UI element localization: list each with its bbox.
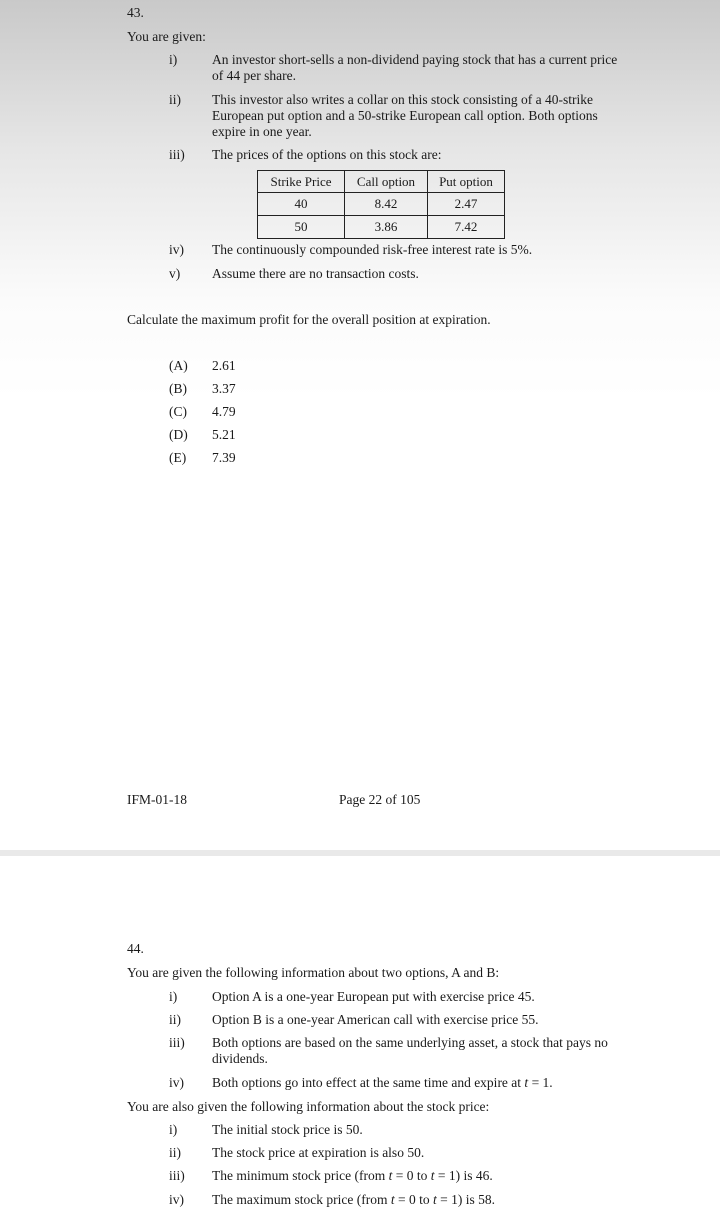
question-number: 44.	[127, 941, 144, 956]
item-label: i)	[169, 989, 178, 1004]
choice-value: 7.39	[212, 450, 236, 465]
option-prices-table	[257, 170, 505, 239]
item-label: ii)	[169, 1012, 181, 1027]
table-cell: 2.47	[428, 193, 505, 216]
item-label: ii)	[169, 92, 181, 107]
item-text: The prices of the options on this stock are:	[212, 147, 442, 162]
choice-value: 3.37	[212, 381, 236, 396]
item-label: v)	[169, 266, 181, 281]
table-row	[258, 216, 505, 239]
choice-label: (E)	[169, 450, 187, 465]
item-label: iv)	[169, 1192, 184, 1207]
footer-doc-id: IFM-01-18	[127, 792, 187, 807]
choice-label: (A)	[169, 358, 188, 373]
question-intro: You are given:	[127, 29, 206, 44]
item-text: The stock price at expiration is also 50.	[212, 1145, 425, 1160]
table-cell: 40	[258, 193, 345, 216]
table-cell: 7.42	[428, 216, 505, 239]
item-label: iv)	[169, 242, 184, 257]
table-cell: 8.42	[345, 193, 428, 216]
question-number: 43.	[127, 5, 144, 20]
table-cell: 3.86	[345, 216, 428, 239]
item-label: iii)	[169, 1168, 185, 1183]
item-label: i)	[169, 52, 178, 67]
item-label: ii)	[169, 1145, 181, 1160]
item-label: i)	[169, 1122, 178, 1137]
item-text: Both options go into effect at the same time and expire at t = 1.	[212, 1075, 553, 1090]
item-text: This investor also writes a collar on this stock consisting of a 40-strike European put option and a 50-strike European call option. Both options expire in one year.	[212, 92, 598, 139]
column-header: Call option	[345, 171, 428, 193]
item-text: Both options are based on the same underlying asset, a stock that pays no dividends.	[212, 1035, 608, 1066]
column-header: Strike Price	[258, 171, 345, 193]
item-text: Option B is a one-year American call with exercise price 55.	[212, 1012, 539, 1027]
choice-value: 4.79	[212, 404, 236, 419]
question-prompt: Calculate the maximum profit for the overall position at expiration.	[127, 312, 491, 327]
item-text: The minimum stock price (from t = 0 to t = 1) is 46.	[212, 1168, 493, 1183]
column-header: Put option	[428, 171, 505, 193]
item-text: Option A is a one-year European put with exercise price 45.	[212, 989, 535, 1004]
table-cell: 50	[258, 216, 345, 239]
table-row	[258, 193, 505, 216]
item-text: The continuously compounded risk-free interest rate is 5%.	[212, 242, 533, 257]
question-intro: You are given the following information about two options, A and B:	[127, 965, 500, 980]
item-text: The maximum stock price (from t = 0 to t = 1) is 58.	[212, 1192, 495, 1207]
item-label: iii)	[169, 1035, 185, 1050]
choice-label: (C)	[169, 404, 187, 419]
item-text: An investor short-sells a non-dividend paying stock that has a current price of 44 per share.	[212, 52, 618, 83]
choice-label: (B)	[169, 381, 187, 396]
item-text: Assume there are no transaction costs.	[212, 266, 419, 281]
page-23	[0, 856, 720, 1229]
item-label: iv)	[169, 1075, 184, 1090]
choice-value: 2.61	[212, 358, 236, 373]
choice-label: (D)	[169, 427, 188, 442]
item-label: iii)	[169, 147, 185, 162]
item-text: The initial stock price is 50.	[212, 1122, 363, 1137]
question-intro-2: You are also given the following information about the stock price:	[127, 1099, 490, 1114]
choice-value: 5.21	[212, 427, 236, 442]
footer-page-number: Page 22 of 105	[339, 792, 421, 807]
table-header-row	[258, 171, 505, 193]
